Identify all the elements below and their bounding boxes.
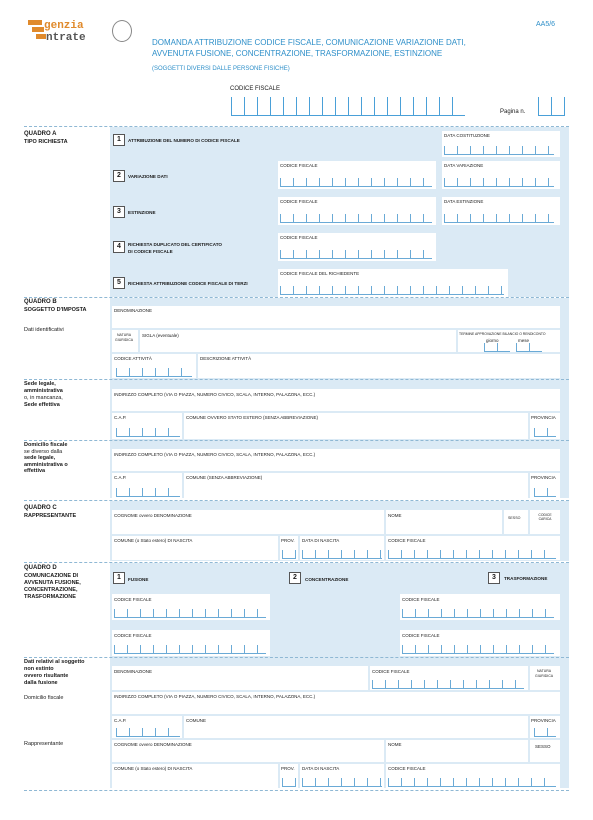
codice-attivita-field[interactable] (112, 354, 196, 378)
quadro-a-title: QUADRO A (24, 131, 57, 137)
cap-label: C.A.P. (114, 718, 127, 723)
cf-rappresentante-d-field[interactable] (386, 764, 560, 788)
dati-soggetto-line1: Dati relativi al soggetto (24, 659, 85, 665)
cf-richiedente-field[interactable] (278, 269, 508, 297)
indirizzo-sede-field[interactable] (112, 389, 560, 411)
quadro-d-sub4: TRASFORMAZIONE (24, 594, 76, 600)
denominazione-label: DENOMINAZIONE (114, 308, 153, 313)
comune-d-field[interactable] (184, 716, 528, 738)
codice-fiscale-variazione-field[interactable] (278, 161, 436, 189)
natura-label: NATURA (117, 333, 132, 337)
comune-label: COMUNE (SENZA ABBREVIAZIONE) (186, 475, 263, 480)
natura-d-field[interactable] (530, 666, 560, 690)
logo-text-bottom: ntrate (46, 32, 86, 44)
option-3-label: ESTINZIONE (128, 210, 156, 215)
dati-soggetto-line2: non estinto (24, 666, 54, 672)
cognome-label: COGNOME ovvero DENOMINAZIONE (114, 742, 192, 747)
concentrazione-label: CONCENTRAZIONE (305, 577, 349, 582)
codice-fiscale-label: CODICE FISCALE (388, 766, 426, 771)
form-title-line2: AVVENUTA FUSIONE, CONCENTRAZIONE, TRASFORMAZIONE, ESTINZIONE (152, 49, 443, 58)
sede-legale-line2: amministrativa (24, 388, 63, 394)
codice-fiscale-rappresentante-field[interactable] (386, 536, 560, 560)
data-estinzione-field[interactable] (442, 197, 560, 225)
data-variazione-field[interactable] (442, 161, 560, 189)
cf-fusione-1-field[interactable] (112, 594, 270, 620)
cf-richiedente-label: CODICE FISCALE DEL RICHIEDENTE (280, 271, 360, 276)
cognome-label: COGNOME ovvero DENOMINAZIONE (114, 513, 192, 518)
mese-label: mese (518, 338, 530, 343)
denominazione-label: DENOMINAZIONE (114, 669, 153, 674)
cap-d-field[interactable] (112, 716, 182, 738)
domicilio-fiscale-d-label: Domicilio fiscale (24, 695, 64, 701)
cap-sede-field[interactable] (112, 413, 182, 439)
form-subtitle: (SOGGETTI DIVERSI DALLE PERSONE FISICHE) (152, 66, 290, 72)
codice-fiscale-label: CODICE FISCALE (280, 163, 318, 168)
comune-label: COMUNE (186, 718, 206, 723)
codice-fiscale-label: CODICE FISCALE (402, 597, 440, 602)
cognome-d-field[interactable] (112, 740, 384, 762)
data-nascita-label: DATA DI NASCITA (302, 538, 340, 543)
logo (24, 18, 144, 48)
fusione-checkbox[interactable]: 1 (113, 572, 125, 584)
comune-nascita-label: COMUNE (o Stato estero) DI NASCITA (114, 538, 193, 543)
dati-soggetto-line3: ovvero risultante (24, 673, 69, 679)
natura-label: NATURA (537, 669, 552, 673)
cf-fusione-2-field[interactable] (400, 594, 560, 620)
prov-label: PROV. (281, 766, 295, 771)
quadro-d-sub1: COMUNICAZIONE DI (24, 573, 79, 579)
concentrazione-checkbox[interactable]: 2 (289, 572, 301, 584)
nome-rappresentante-field[interactable] (386, 510, 502, 534)
codice-fiscale-duplicato-field[interactable] (278, 233, 436, 261)
nome-d-field[interactable] (386, 740, 528, 762)
option-4-label: RICHIESTA DUPLICATO DEL CERTIFICATO (128, 242, 223, 247)
natura-giuridica-field[interactable] (112, 330, 138, 352)
codice-fiscale-label: CODICE FISCALE (114, 633, 152, 638)
prov-nascita-field[interactable] (280, 536, 298, 560)
codice-fiscale-label: CODICE FISCALE (280, 199, 318, 204)
comune-sede-field[interactable] (184, 413, 528, 439)
emblem-icon (112, 20, 132, 42)
quadro-b-subtitle: SOGGETTO D'IMPOSTA (24, 307, 87, 313)
quadro-d-sub3: CONCENTRAZIONE, (24, 587, 78, 593)
provincia-sede-field[interactable] (530, 413, 560, 439)
codice-fiscale-label: CODICE FISCALE (230, 86, 281, 92)
sesso-field[interactable] (504, 510, 528, 534)
giuridica-label: GIURIDICA (115, 338, 134, 342)
pagina-input[interactable] (538, 97, 565, 116)
quadro-d-sub2: AVVENUTA FUSIONE, (24, 580, 81, 586)
domicilio-fiscale-label (24, 442, 68, 475)
termine-approvazione-field[interactable] (458, 330, 560, 352)
codice-fiscale-estinzione-field[interactable] (278, 197, 436, 225)
quadro-c-title: QUADRO C (24, 505, 57, 511)
option-1-checkbox[interactable]: 1 (113, 134, 125, 146)
data-costituzione-label: DATA COSTITUZIONE (444, 133, 490, 138)
rappresentante-d-label: Rappresentante (24, 741, 64, 747)
option-3-checkbox[interactable]: 3 (113, 206, 125, 218)
provincia-label: PROVINCIA (531, 475, 556, 480)
quadro-d-subtitle (24, 573, 81, 601)
data-variazione-label: DATA VARIAZIONE (444, 163, 484, 168)
quadro-d-title: QUADRO D (24, 565, 57, 571)
sede-legale-line1: Sede legale, (24, 381, 56, 387)
quadro-c-subtitle: RAPPRESENTANTE (24, 513, 77, 519)
data-estinzione-label: DATA ESTINZIONE (444, 199, 484, 204)
cf-soggetto-d-field[interactable] (370, 666, 528, 690)
option-4-label-line2: DI CODICE FISCALE (128, 249, 173, 254)
codice-fiscale-label: CODICE FISCALE (280, 235, 318, 240)
sesso-d-field[interactable] (530, 740, 560, 762)
cognome-rappresentante-field[interactable] (112, 510, 384, 534)
dati-soggetto-line4: dalla fusione (24, 680, 58, 686)
provincia-d-field[interactable] (530, 716, 560, 738)
trasformazione-label: TRASFORMAZIONE (504, 576, 548, 581)
domicilio-line1: Domicilio fiscale (24, 442, 68, 448)
form-title (152, 37, 466, 59)
codice-fiscale-input[interactable] (231, 97, 465, 116)
domicilio-line2: se diverso dalla (24, 448, 63, 455)
codice-fiscale-label: CODICE FISCALE (114, 597, 152, 602)
cap-label: C.A.P. (114, 475, 127, 480)
giuridica-label: GIURIDICA (535, 674, 554, 678)
indirizzo-label: INDIRIZZO COMPLETO (VIA O PIAZZA, NUMERO CIVICO, SCALA, INTERNO, PALAZZINA, ECC.) (114, 694, 316, 699)
comune-estero-label: COMUNE OVVERO STATO ESTERO (SENZA ABBREVIAZIONE) (186, 415, 319, 420)
sede-legale-line3: o, in mancanza, (24, 395, 63, 401)
comune-domicilio-field[interactable] (184, 473, 528, 499)
sede-legale-label (24, 381, 63, 409)
dati-soggetto-label (24, 659, 85, 687)
option-2-checkbox[interactable]: 2 (113, 170, 125, 182)
quadro-b-title: QUADRO B (24, 299, 57, 305)
pagina-label: Pagina n. (500, 109, 526, 115)
provincia-label: PROVINCIA (531, 415, 556, 420)
quadro-a-subtitle: TIPO RICHIESTA (24, 139, 68, 145)
fusione-label: FUSIONE (128, 577, 149, 582)
codice-carica-field[interactable] (530, 510, 560, 534)
sede-legale-line4: Sede effettiva (24, 402, 60, 408)
giorno-label: giorno (486, 338, 499, 343)
codice-fiscale-label: CODICE FISCALE (372, 669, 410, 674)
option-4-checkbox[interactable]: 4 (113, 241, 125, 253)
comune-nascita-d-field[interactable] (112, 764, 278, 788)
domicilio-line4: amministrativa o (24, 461, 68, 468)
option-5-checkbox[interactable]: 5 (113, 277, 125, 289)
prov-nascita-d-field[interactable] (280, 764, 298, 788)
comune-nascita-label: COMUNE (o Stato estero) DI NASCITA (114, 766, 193, 771)
descrizione-attivita-field[interactable] (198, 354, 560, 378)
nome-label: NOME (388, 742, 402, 747)
indirizzo-label: INDIRIZZO COMPLETO (VIA O PIAZZA, NUMERO CIVICO, SCALA, INTERNO, PALAZZINA, ECC.) (114, 392, 316, 397)
nome-label: NOME (388, 513, 402, 518)
option-5-label: RICHIESTA ATTRIBUZIONE CODICE FISCALE DI TERZI (128, 281, 248, 286)
codice-attivita-label: CODICE ATTIVITÀ (114, 356, 152, 361)
option-2-label: VARIAZIONE DATI (128, 174, 168, 179)
denominazione-d-field[interactable] (112, 666, 368, 690)
data-costituzione-field[interactable] (442, 131, 560, 157)
provincia-label: PROVINCIA (531, 718, 556, 723)
provincia-domicilio-field[interactable] (530, 473, 560, 499)
termine-label: TERMINE APPROVAZIONE BILANCIO O RENDICONTO (459, 332, 546, 336)
form-code: AA5/6 (536, 21, 556, 28)
codice-fiscale-label: CODICE FISCALE (388, 538, 426, 543)
sigla-label: SIGLA (eventuale) (142, 333, 179, 338)
data-nascita-d-field[interactable] (300, 764, 384, 788)
sesso-label: SESSO (508, 516, 521, 520)
cap-label: C.A.P. (114, 415, 127, 420)
cf-fusione-4-field[interactable] (400, 630, 560, 656)
cap-domicilio-field[interactable] (112, 473, 182, 499)
data-nascita-field[interactable] (300, 536, 384, 560)
trasformazione-checkbox[interactable]: 3 (488, 572, 500, 584)
form-title-line1: DOMANDA ATTRIBUZIONE CODICE FISCALE, COMUNICAZIONE VARIAZIONE DATI, (152, 38, 466, 47)
sigla-field[interactable] (140, 330, 456, 352)
denominazione-field[interactable] (112, 306, 560, 328)
option-1-label: ATTRIBUZIONE DEL NUMERO DI CODICE FISCALE (128, 138, 240, 143)
dati-identificativi-label: Dati identificativi (24, 327, 64, 333)
prov-label: PROV. (281, 538, 295, 543)
data-nascita-label: DATA DI NASCITA (302, 766, 340, 771)
comune-nascita-field[interactable] (112, 536, 278, 560)
codice-carica-label: CODICE CARICA (538, 513, 552, 521)
logo-text-top: genzia (44, 20, 84, 32)
indirizzo-domicilio-field[interactable] (112, 449, 560, 471)
domicilio-line5: effettiva (24, 468, 46, 474)
cf-fusione-3-field[interactable] (112, 630, 270, 656)
indirizzo-d-field[interactable] (112, 692, 560, 714)
codice-fiscale-label: CODICE FISCALE (402, 633, 440, 638)
indirizzo-label: INDIRIZZO COMPLETO (VIA O PIAZZA, NUMERO CIVICO, SCALA, INTERNO, PALAZZINA, ECC.) (114, 452, 316, 457)
sesso-label: SESSO (535, 744, 551, 749)
domicilio-line3: sede legale, (24, 455, 56, 461)
descrizione-attivita-label: DESCRIZIONE ATTIVITÀ (200, 356, 252, 361)
